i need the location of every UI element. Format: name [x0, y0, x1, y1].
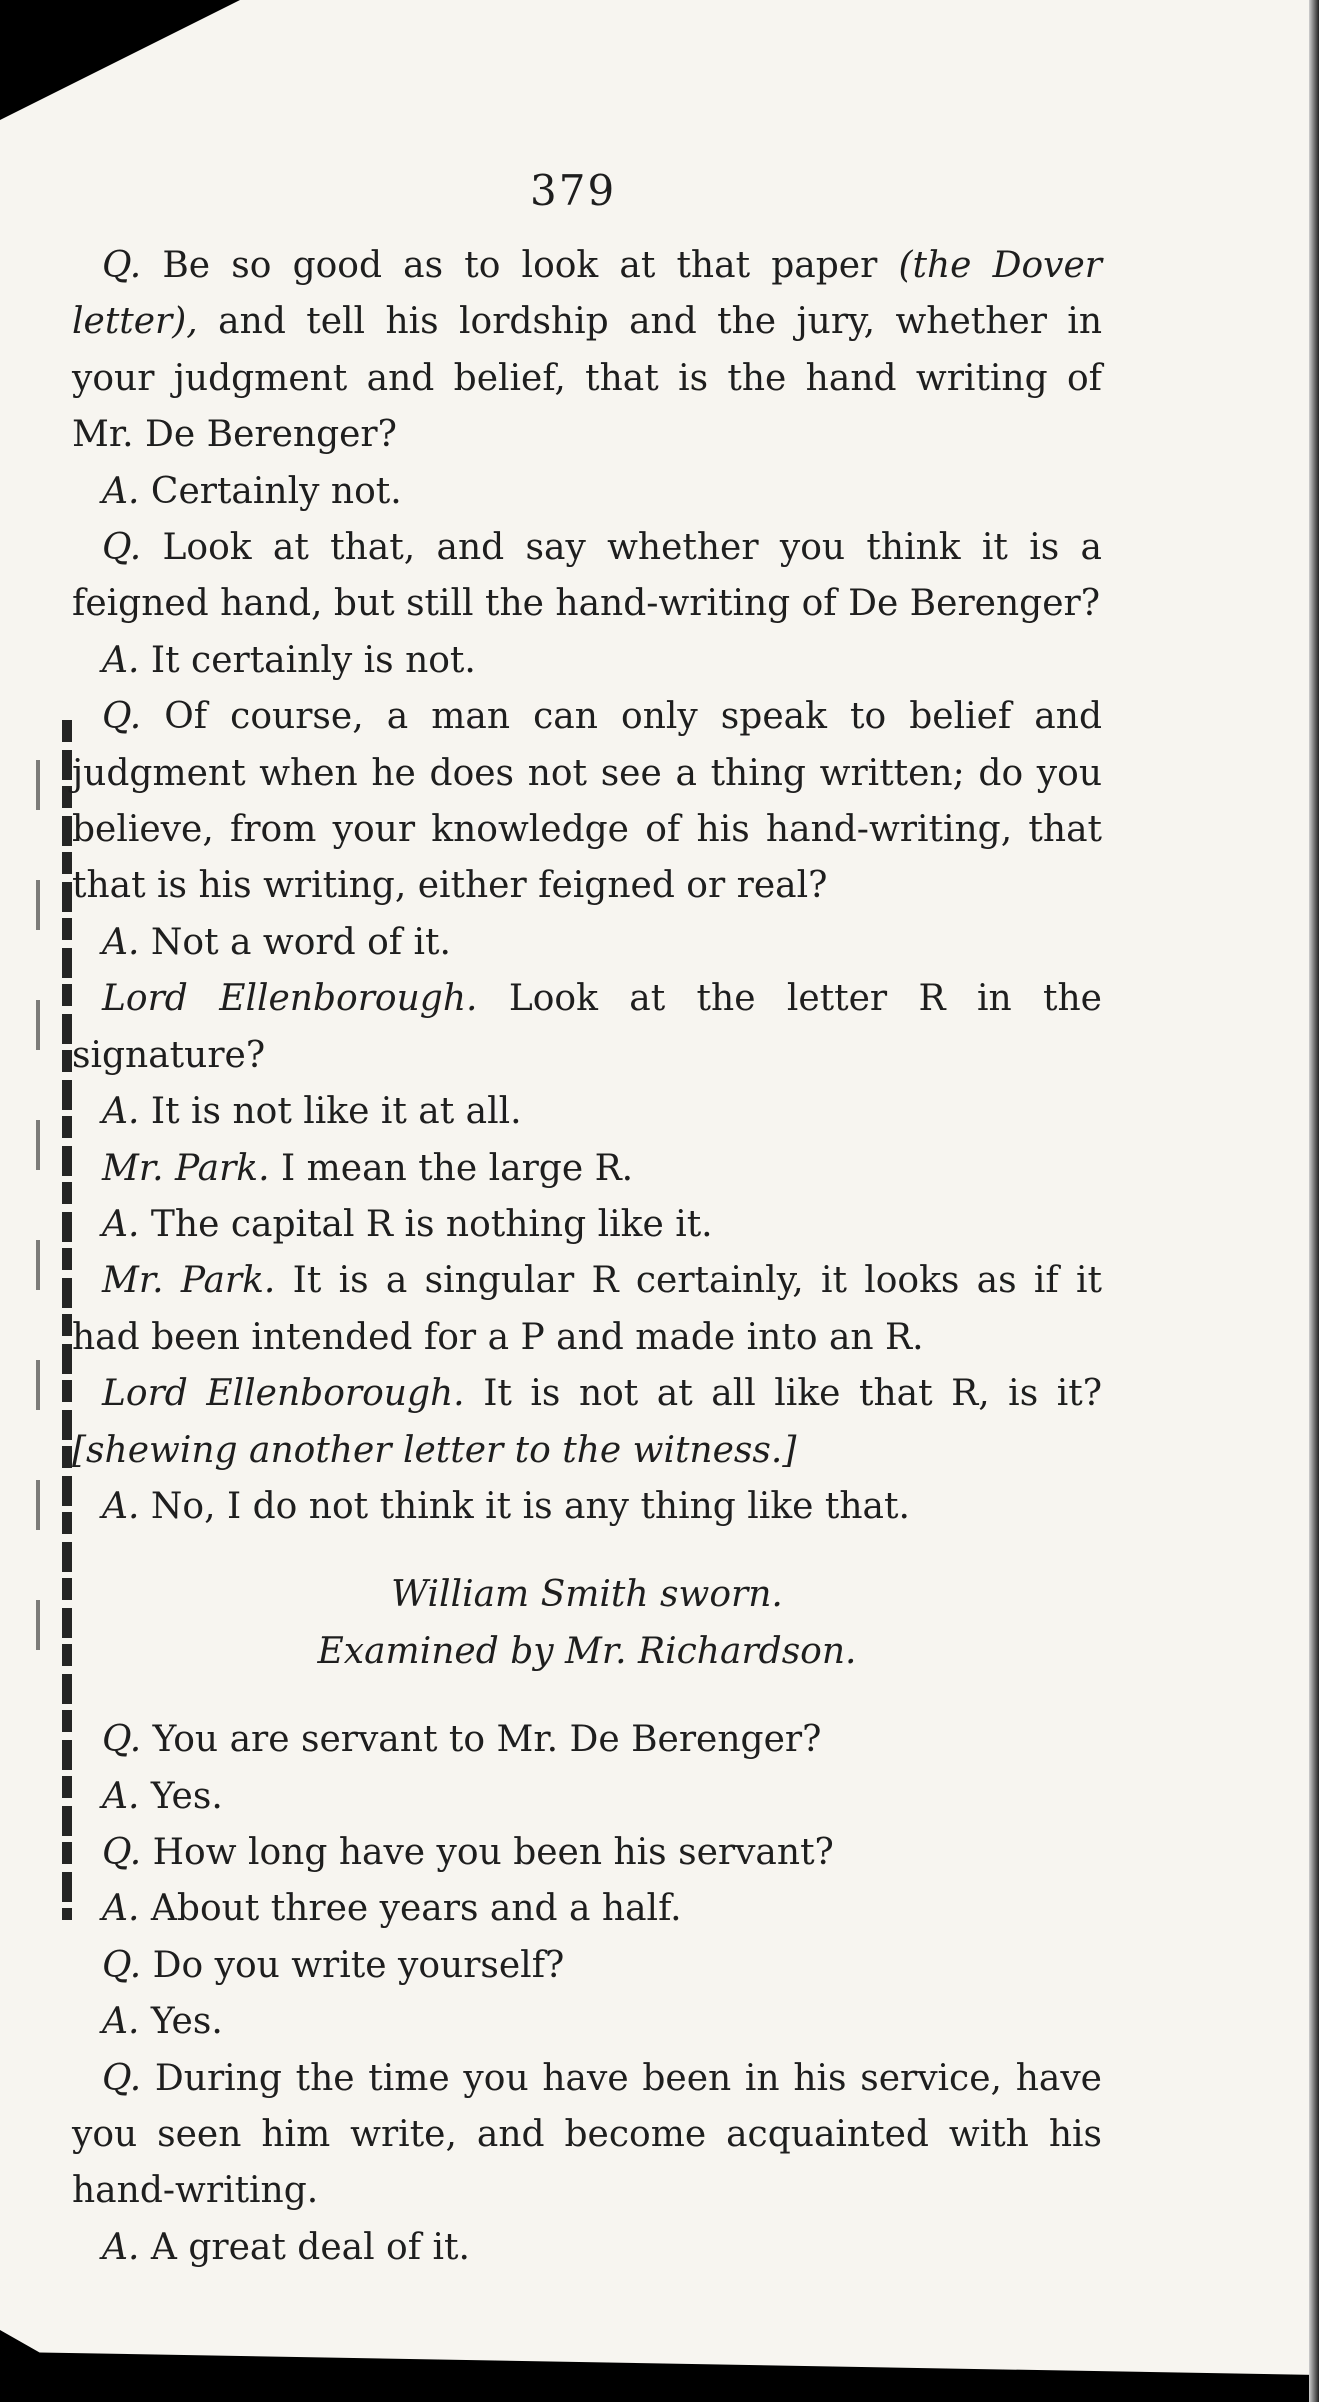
paragraph [72, 1825, 1102, 1881]
page-number: 379 [530, 166, 617, 215]
speaker-label: Q. [102, 2057, 142, 2099]
paragraph [72, 238, 1102, 464]
paragraph-text: You are servant to Mr. De Berenger? [152, 1719, 822, 1761]
paragraph [72, 1769, 1102, 1825]
speaker-label: A. [102, 1485, 140, 1527]
paragraph-text: About three years and a half. [150, 1888, 682, 1930]
paragraph-text: Be so good as to look at that paper [162, 245, 878, 286]
paragraph [72, 915, 1102, 971]
paragraph-text: Not a word of it. [150, 921, 451, 963]
paragraph-text: Of course, a man can only speak to belief and judgment when he does not see a thing written; do you believe, from your knowledge of his hand-writing, that that is his writing, either feigned or real? [72, 696, 1102, 907]
paragraph [72, 2220, 1102, 2276]
paragraph-text: No, I do not think it is any thing like that. [150, 1485, 910, 1527]
stage-direction: [shewing another letter to the witness.] [72, 1429, 797, 1471]
paragraph [72, 971, 1102, 1084]
speaker-label: Q. [102, 1944, 142, 1986]
paragraph-text: During the time you have been in his service, have you seen him write, and become acquainted with his hand-writing. [72, 2057, 1102, 2212]
paragraph-text: I mean the large R. [281, 1147, 634, 1189]
paragraph-text: Yes. [150, 2001, 223, 2043]
paragraph [72, 464, 1102, 520]
scan-shadow-bottom [0, 2312, 1319, 2402]
speaker-label: Lord Ellenborough. [102, 1373, 465, 1415]
page-text [72, 238, 1102, 2276]
paragraph-text: Yes. [150, 1775, 223, 1817]
section-spacer [72, 1680, 1102, 1712]
section-spacer [72, 1535, 1102, 1567]
scan-shadow-top-left [0, 0, 240, 120]
paragraph-text: Certainly not. [150, 470, 402, 512]
paragraph-text: It is a singular R certainly, it looks as if it had been intended for a P and made into an R. [72, 1260, 1102, 1358]
speaker-label: Q. [102, 1719, 142, 1761]
binding-gutter-marks [62, 720, 72, 1920]
paragraph [72, 520, 1102, 633]
paragraph [72, 1366, 1102, 1479]
paragraph [72, 1253, 1102, 1366]
paragraph-text: A great deal of it. [150, 2226, 470, 2268]
section-heading: William Smith sworn. [391, 1574, 783, 1616]
speaker-label: Lord Ellenborough. [102, 978, 478, 1020]
paragraph-text: Do you write yourself? [152, 1944, 565, 1986]
paragraph [72, 2051, 1102, 2220]
paragraph-text: It certainly is not. [150, 639, 476, 681]
paragraph-text: Look at the letter R in the signature? [72, 978, 1102, 1076]
paragraph [72, 1479, 1102, 1535]
speaker-label: A. [102, 1888, 140, 1930]
speaker-label: Mr. Park. [102, 1147, 270, 1189]
speaker-label: Q. [102, 527, 142, 569]
paragraph-text: How long have you been his servant? [152, 1831, 834, 1873]
binding-gutter-marks-secondary [36, 760, 40, 1660]
paragraph-text: It is not at all like that R, is it? [483, 1373, 1102, 1415]
paragraph [72, 1994, 1102, 2050]
speaker-label: A. [102, 639, 140, 681]
speaker-label: A. [102, 1775, 140, 1817]
paragraph [72, 1712, 1102, 1768]
paragraph-italic-text: (the Dover letter), [72, 245, 1103, 343]
paragraph [72, 1938, 1102, 1994]
speaker-label: A. [102, 470, 140, 512]
speaker-label: Q. [102, 1831, 142, 1873]
scan-edge-right [1309, 0, 1319, 2402]
paragraph-text: It is not like it at all. [150, 1091, 522, 1133]
paragraph [72, 689, 1102, 915]
speaker-label: Q. [102, 696, 142, 738]
speaker-label: Mr. Park. [102, 1260, 276, 1302]
paragraph-text-continued: and tell his lordship and the jury, whether in your judgment and belief, that is the hand writing of Mr. De Berenger? [72, 301, 1103, 456]
section-subheading: Examined by Mr. Richardson. [317, 1630, 857, 1672]
speaker-label: A. [102, 2226, 140, 2268]
speaker-label: A. [102, 1091, 140, 1133]
paragraph [72, 633, 1102, 689]
paragraph [72, 1141, 1102, 1197]
paragraph-text: The capital R is nothing like it. [150, 1203, 713, 1245]
paragraph [72, 1084, 1102, 1140]
speaker-label: A. [102, 921, 140, 963]
speaker-label: Q. [102, 245, 142, 286]
paragraph [72, 1881, 1102, 1937]
speaker-label: A. [102, 2001, 140, 2043]
paragraph-text: Look at that, and say whether you think it is a feigned hand, but still the hand-writing of De Berenger? [72, 527, 1102, 625]
paragraph [72, 1197, 1102, 1253]
speaker-label: A. [102, 1203, 140, 1245]
